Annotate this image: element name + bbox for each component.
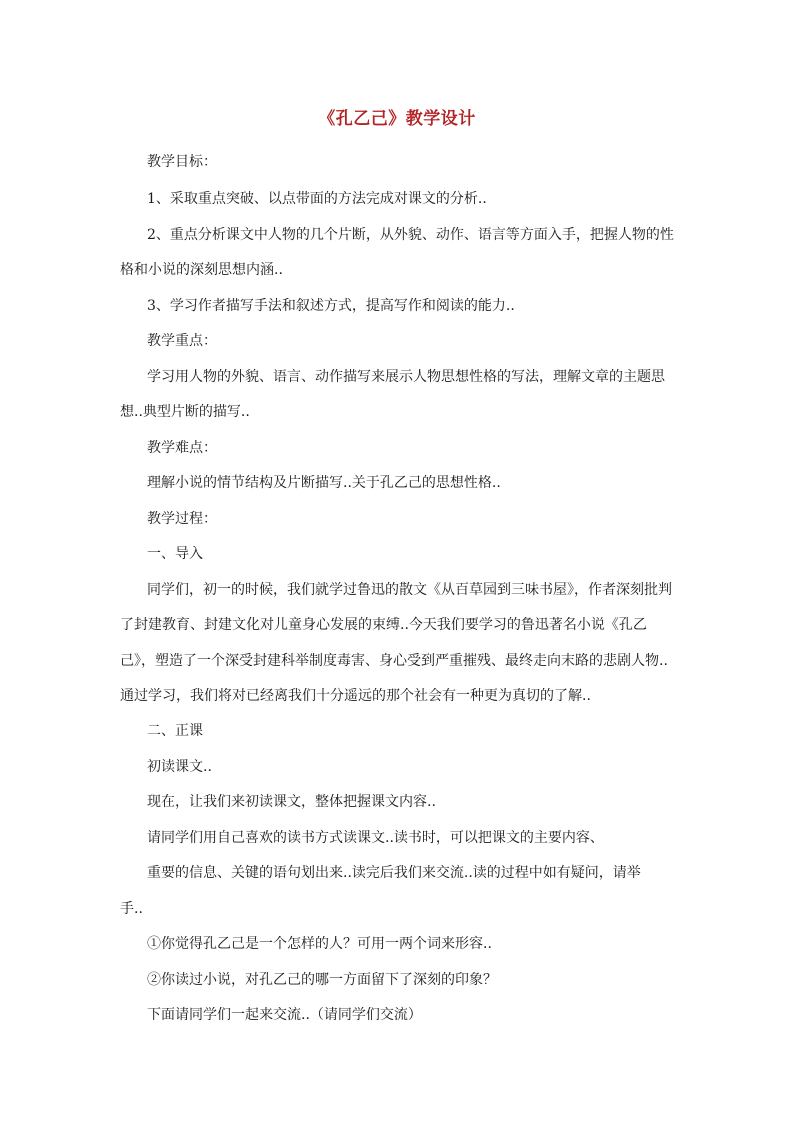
heading-teaching-process: 教学过程： <box>147 511 217 527</box>
heading-key-points: 教学重点： <box>147 333 217 349</box>
question-item: ②你读过小说，对孔乙己的哪一方面留下了深刻的印象？ <box>147 972 497 988</box>
question-item: ①你觉得孔乙己是一个怎样的人？可用一两个词来形容.. <box>147 936 492 952</box>
heading-difficulties: 教学难点： <box>147 440 217 456</box>
paragraph-line: 同学们，初一的时候，我们就学过鲁迅的散文《从百草园到三味书屋》，作者深刻批判 <box>147 582 672 598</box>
section-heading-main: 二、正课 <box>147 723 203 739</box>
heading-teaching-goals: 教学目标： <box>147 154 217 170</box>
paragraph-line: 己》，塑造了一个深受封建科举制度毒害、身心受到严重摧残、最终走向末路的悲剧人物.. <box>120 653 668 669</box>
document-title: 《孔乙己》教学设计 <box>318 109 476 129</box>
paragraph-line: 请同学们用自己喜欢的读书方式读课文..读书时，可以把课文的主要内容、 <box>147 830 604 846</box>
paragraph-line: 理解小说的情节结构及片断描写..关于孔乙己的思想性格.. <box>147 475 501 491</box>
paragraph-line: 下面请同学们一起来交流..（请同学们交流） <box>147 1007 422 1023</box>
paragraph-line: 现在，让我们来初读课文，整体把握课文内容.. <box>147 794 436 810</box>
section-heading-intro: 一、导入 <box>147 546 203 562</box>
paragraph-line: 了封建教育、封建文化对儿童身心发展的束缚..今天我们要学习的鲁迅著名小说《孔乙 <box>120 617 647 633</box>
paragraph-line: 1、采取重点突破、以点带面的方法完成对课文的分析.. <box>147 191 487 207</box>
paragraph-line: 初读课文.. <box>147 759 212 775</box>
paragraph-line: 想..典型片断的描写.. <box>120 404 250 420</box>
paragraph-line: 通过学习，我们将对已经离我们十分遥远的那个社会有一种更为真切的了解.. <box>120 688 591 704</box>
paragraph-line: 格和小说的深刻思想内涵.. <box>120 262 283 278</box>
paragraph-line: 学习用人物的外貌、语言、动作描写来展示人物思想性格的写法，理解文章的主题思 <box>147 369 665 385</box>
paragraph-line: 重要的信息、关键的语句划出来..读完后我们来交流..读的过程中如有疑问，请举 <box>147 865 641 881</box>
paragraph-line: 2、重点分析课文中人物的几个片断，从外貌、动作、语言等方面入手，把握人物的性 <box>147 227 674 243</box>
paragraph-line: 3、学习作者描写手法和叙述方式，提高写作和阅读的能力.. <box>147 298 515 314</box>
paragraph-line: 手.. <box>120 901 143 917</box>
